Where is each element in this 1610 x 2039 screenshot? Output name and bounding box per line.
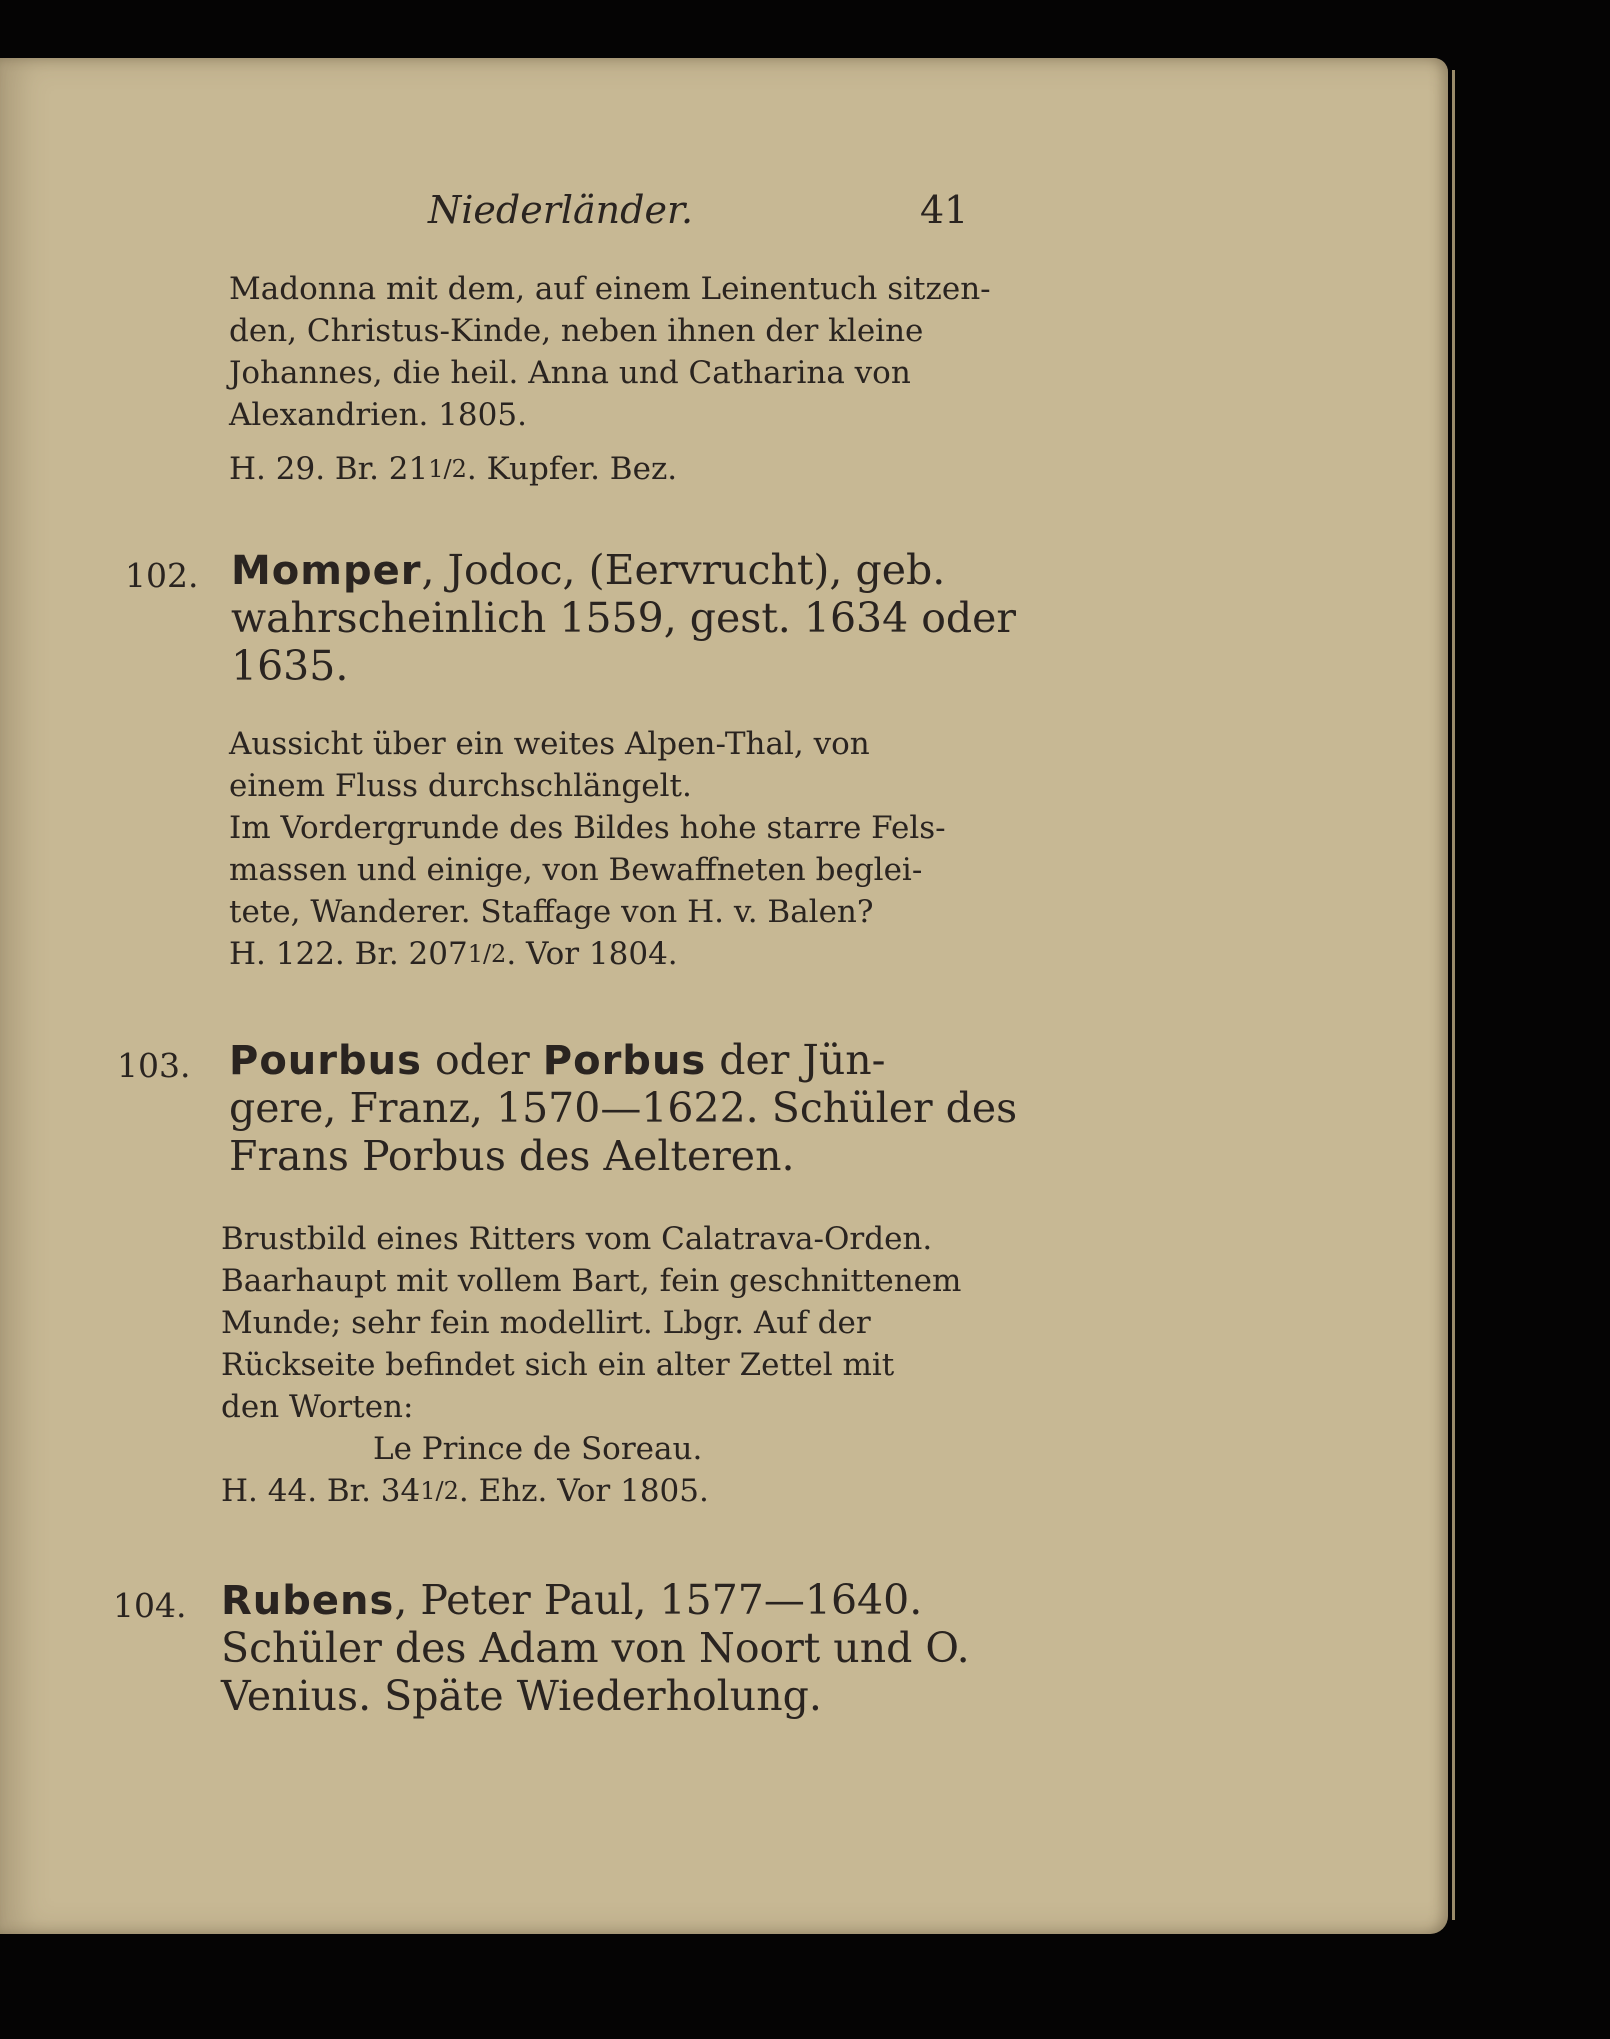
entry-103-desc-1: Brustbild eines Ritters vom Calatrava-Orden. — [221, 1221, 933, 1257]
entry-103-line-3: Frans Porbus des Aelteren. — [229, 1132, 795, 1180]
entry-102-desc-1: Aussicht über ein weites Alpen-Thal, von — [229, 726, 870, 762]
entry-number-102: 102. — [125, 556, 199, 595]
entry-103-desc-3: Munde; sehr fein modellirt. Lbgr. Auf der — [221, 1305, 871, 1341]
entry-103-quote: Le Prince de Soreau. — [373, 1431, 703, 1467]
entry-102-line-3: 1635. — [231, 642, 349, 690]
entry-104-line-1: Rubens, Peter Paul, 1577—1640. — [221, 1576, 923, 1624]
page-content — [0, 58, 1448, 1934]
entry-104-line-2: Schüler des Adam von Noort und O. — [221, 1624, 970, 1672]
entry-number-104: 104. — [113, 1586, 187, 1625]
entry-102-desc-2: einem Fluss durchschlängelt. — [229, 768, 692, 804]
book-page — [0, 58, 1448, 1934]
entry-103-desc-5: den Worten: — [221, 1389, 414, 1425]
entry-104-line-3: Venius. Späte Wiederholung. — [221, 1672, 822, 1720]
artist-name-rubens: Rubens — [221, 1578, 395, 1624]
entry-102-line-2: wahrscheinlich 1559, gest. 1634 oder — [231, 594, 1017, 642]
entry-102-line-1: Momper, Jodoc, (Eervrucht), geb. — [231, 546, 946, 594]
artist-name-momper: Momper — [231, 548, 422, 594]
entry-103-desc-4: Rückseite befindet sich ein alter Zettel mit — [221, 1347, 895, 1383]
artist-name-porbus: Porbus — [542, 1038, 707, 1084]
intro-line-3: Johannes, die heil. Anna und Catharina von — [229, 355, 911, 391]
page-header-title: Niederländer. — [428, 188, 694, 232]
intro-line-2: den, Christus-Kinde, neben ihnen der kleine — [229, 313, 924, 349]
page-number: 41 — [920, 188, 969, 232]
intro-measurements: H. 29. Br. 211/2. Kupfer. Bez. — [229, 451, 678, 487]
entry-102-measurements: H. 122. Br. 2071/2. Vor 1804. — [229, 936, 678, 972]
entry-102-desc-5: tete, Wanderer. Staffage von H. v. Balen? — [229, 894, 874, 930]
entry-103-desc-2: Baarhaupt mit vollem Bart, fein geschnittenem — [221, 1263, 962, 1299]
entry-number-103: 103. — [117, 1046, 191, 1085]
entry-103-line-2: gere, Franz, 1570—1622. Schüler des — [229, 1084, 1018, 1132]
entry-103-measurements: H. 44. Br. 341/2. Ehz. Vor 1805. — [221, 1473, 709, 1509]
entry-103-line-1: Pourbus oder Porbus der Jün- — [229, 1036, 886, 1084]
entry-102-desc-3: Im Vordergrunde des Bildes hohe starre Fels- — [229, 810, 946, 846]
intro-line-1: Madonna mit dem, auf einem Leinentuch sitzen- — [229, 271, 991, 307]
entry-102-desc-4: massen und einige, von Bewaffneten beglei- — [229, 852, 923, 888]
artist-name-pourbus: Pourbus — [229, 1038, 422, 1084]
intro-line-4: Alexandrien. 1805. — [229, 397, 527, 433]
